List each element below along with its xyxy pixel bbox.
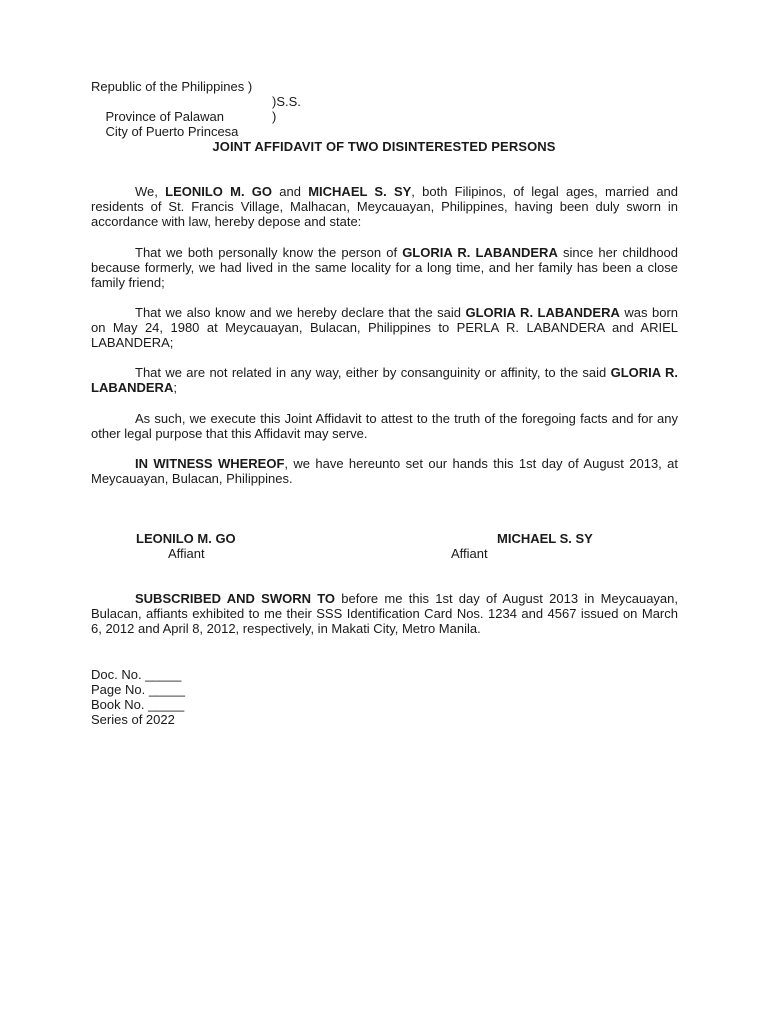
venue-province: Province of Palawan — [105, 109, 224, 124]
know-after: since her childhood because formerly, we had lived in the same locality for a long time, and her family has been a close family friend; — [91, 245, 679, 290]
notary-block — [91, 667, 185, 727]
intro-we: We, — [135, 184, 166, 199]
paragraph-not-related — [91, 365, 678, 395]
paragraph-witness — [91, 456, 678, 486]
paragraph-intro — [91, 184, 678, 229]
signature-name-2: MICHAEL S. SY — [497, 531, 593, 546]
venue-paren: ) — [272, 109, 277, 124]
notary-page-no: Page No. _____ — [91, 682, 185, 697]
jurat-paragraph — [91, 591, 678, 636]
witness-lead: IN WITNESS WHEREOF — [135, 456, 285, 471]
notary-book-no: Book No. _____ — [91, 697, 185, 712]
subject-name: GLORIA R. LABANDERA — [402, 245, 558, 260]
paragraph-purpose: As such, we execute this Joint Affidavit to attest to the truth of the foregoing facts and for any other legal purpose that this Affidavit may serve. — [91, 411, 678, 441]
paragraph-know — [91, 245, 678, 290]
signature-role-2: Affiant — [451, 546, 488, 561]
subject-name: GLORIA R. LABANDERA — [91, 365, 678, 395]
birth-after: was born on May 24, 1980 at Meycauayan, Bulacan, Philippines to PERLA R. LABANDERA and ARIEL LABANDERA; — [91, 305, 679, 350]
jurat-rest: before me this 1st day of August 2013 in Meycauayan, Bulacan, affiants exhibited to me their SSS Identification Card Nos. 1234 and 4567 issued on March 6, 2012 and April 8, 2012, respectively, in Makati City, Metro Manila. — [91, 591, 678, 636]
know-before: That we both personally know the person of — [135, 245, 403, 260]
signature-role-1: Affiant — [168, 546, 205, 561]
document-title: JOINT AFFIDAVIT OF TWO DISINTERESTED PERSONS — [212, 139, 556, 154]
venue-republic: Republic of the Philippines ) — [91, 79, 253, 94]
notary-doc-no: Doc. No. _____ — [91, 667, 182, 682]
intro-and: and — [272, 184, 309, 199]
affiant-name-2: MICHAEL S. SY — [308, 184, 412, 199]
jurat-lead: SUBSCRIBED AND SWORN TO — [135, 591, 336, 606]
witness-rest: , we have hereunto set our hands this 1st day of August 2013, at Meycauayan, Bulacan, Philippines. — [91, 456, 678, 486]
venue-ss: )S.S. — [272, 94, 301, 109]
notary-series: Series of 2022 — [91, 712, 175, 727]
related-before: That we are not related in any way, either by consanguinity or affinity, to the said — [135, 365, 611, 380]
birth-before: That we also know and we hereby declare that the said — [135, 305, 466, 320]
venue-city: City of Puerto Princesa — [105, 124, 239, 139]
paragraph-birth — [91, 305, 678, 350]
related-after: ; — [173, 380, 177, 395]
affiant-name-1: LEONILO M. GO — [165, 184, 273, 199]
intro-rest: , both Filipinos, of legal ages, married and residents of St. Francis Village, Malhacan, Meycauayan, Philippines, having been duly sworn in accordance with law, hereby depose and state: — [91, 184, 679, 229]
signature-name-1: LEONILO M. GO — [136, 531, 236, 546]
subject-name: GLORIA R. LABANDERA — [465, 305, 620, 320]
venue-block — [91, 79, 301, 139]
